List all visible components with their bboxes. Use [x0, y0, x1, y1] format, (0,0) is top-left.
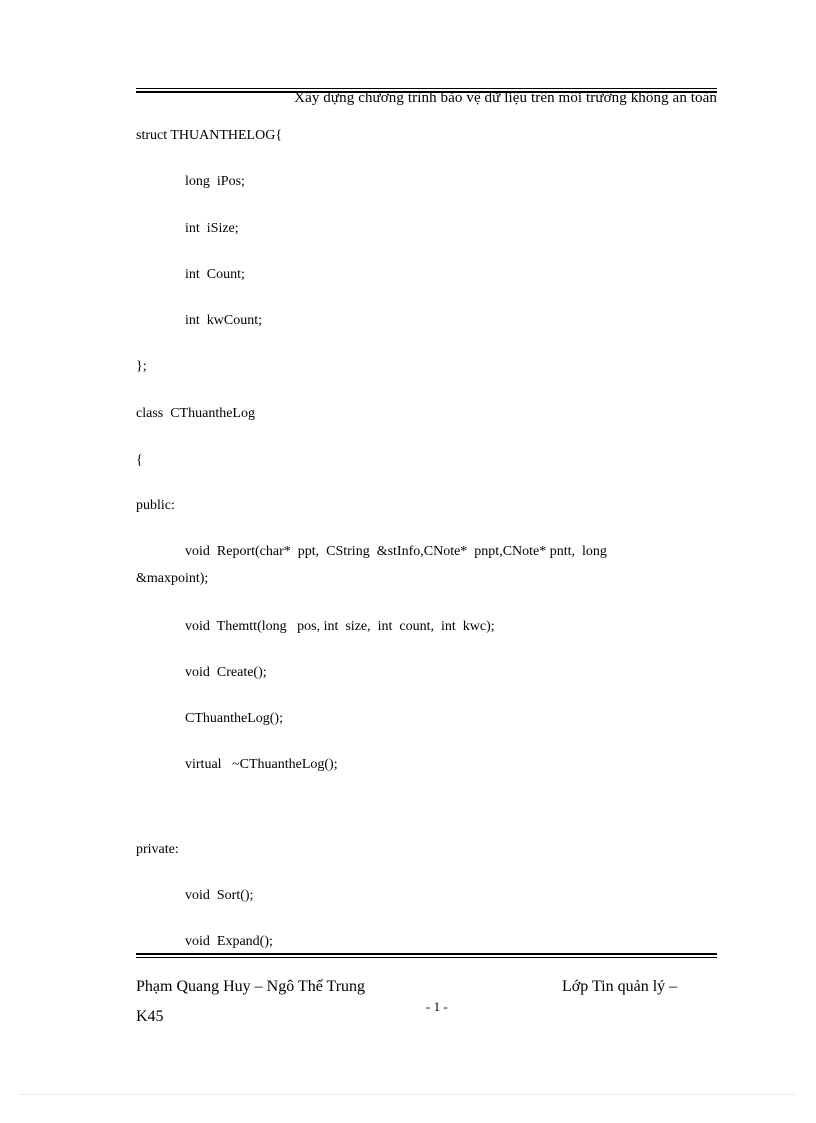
code-line-private: private:: [136, 842, 179, 857]
code-line-create: void Create();: [185, 665, 267, 680]
footer-rule-bottom: [136, 957, 717, 958]
code-line-sort: void Sort();: [185, 888, 254, 903]
code-line-isize: int iSize;: [185, 221, 239, 236]
code-line-class-open: {: [136, 453, 143, 468]
code-line-kwcount: int kwCount;: [185, 313, 263, 328]
code-line-ipos: long iPos;: [185, 174, 245, 189]
code-line-struct-close: };: [136, 359, 147, 374]
code-line-class-decl: class CThuantheLog: [136, 406, 255, 421]
code-line-destructor: virtual ~CThuantheLog();: [185, 757, 338, 772]
footer-authors: Phạm Quang Huy – Ngô Thế Trung: [136, 978, 366, 995]
code-line-struct-open: struct THUANTHELOG{: [136, 128, 283, 143]
header-title: Xây dựng chương trình bảo vệ dữ liệu trên môi trường không an toàn: [294, 90, 717, 106]
footer-rule-top: [136, 953, 717, 955]
code-line-themtt: void Themtt(long pos, int size, int count, int kwc);: [185, 619, 495, 634]
code-line-count: int Count;: [185, 267, 245, 282]
footer-class-suffix: K45: [136, 1008, 164, 1025]
code-line-report-cont: &maxpoint);: [136, 571, 209, 586]
page-edge-divider: [20, 1094, 796, 1095]
code-line-constructor: CThuantheLog();: [185, 711, 283, 726]
code-line-expand: void Expand();: [185, 934, 273, 949]
code-line-public: public:: [136, 498, 175, 513]
page-number: - 1 -: [426, 999, 448, 1014]
footer-class: Lớp Tin quản lý –: [562, 978, 678, 995]
code-line-report: void Report(char* ppt, CString &stInfo,CNote* pnpt,CNote* pntt, long: [185, 544, 607, 559]
